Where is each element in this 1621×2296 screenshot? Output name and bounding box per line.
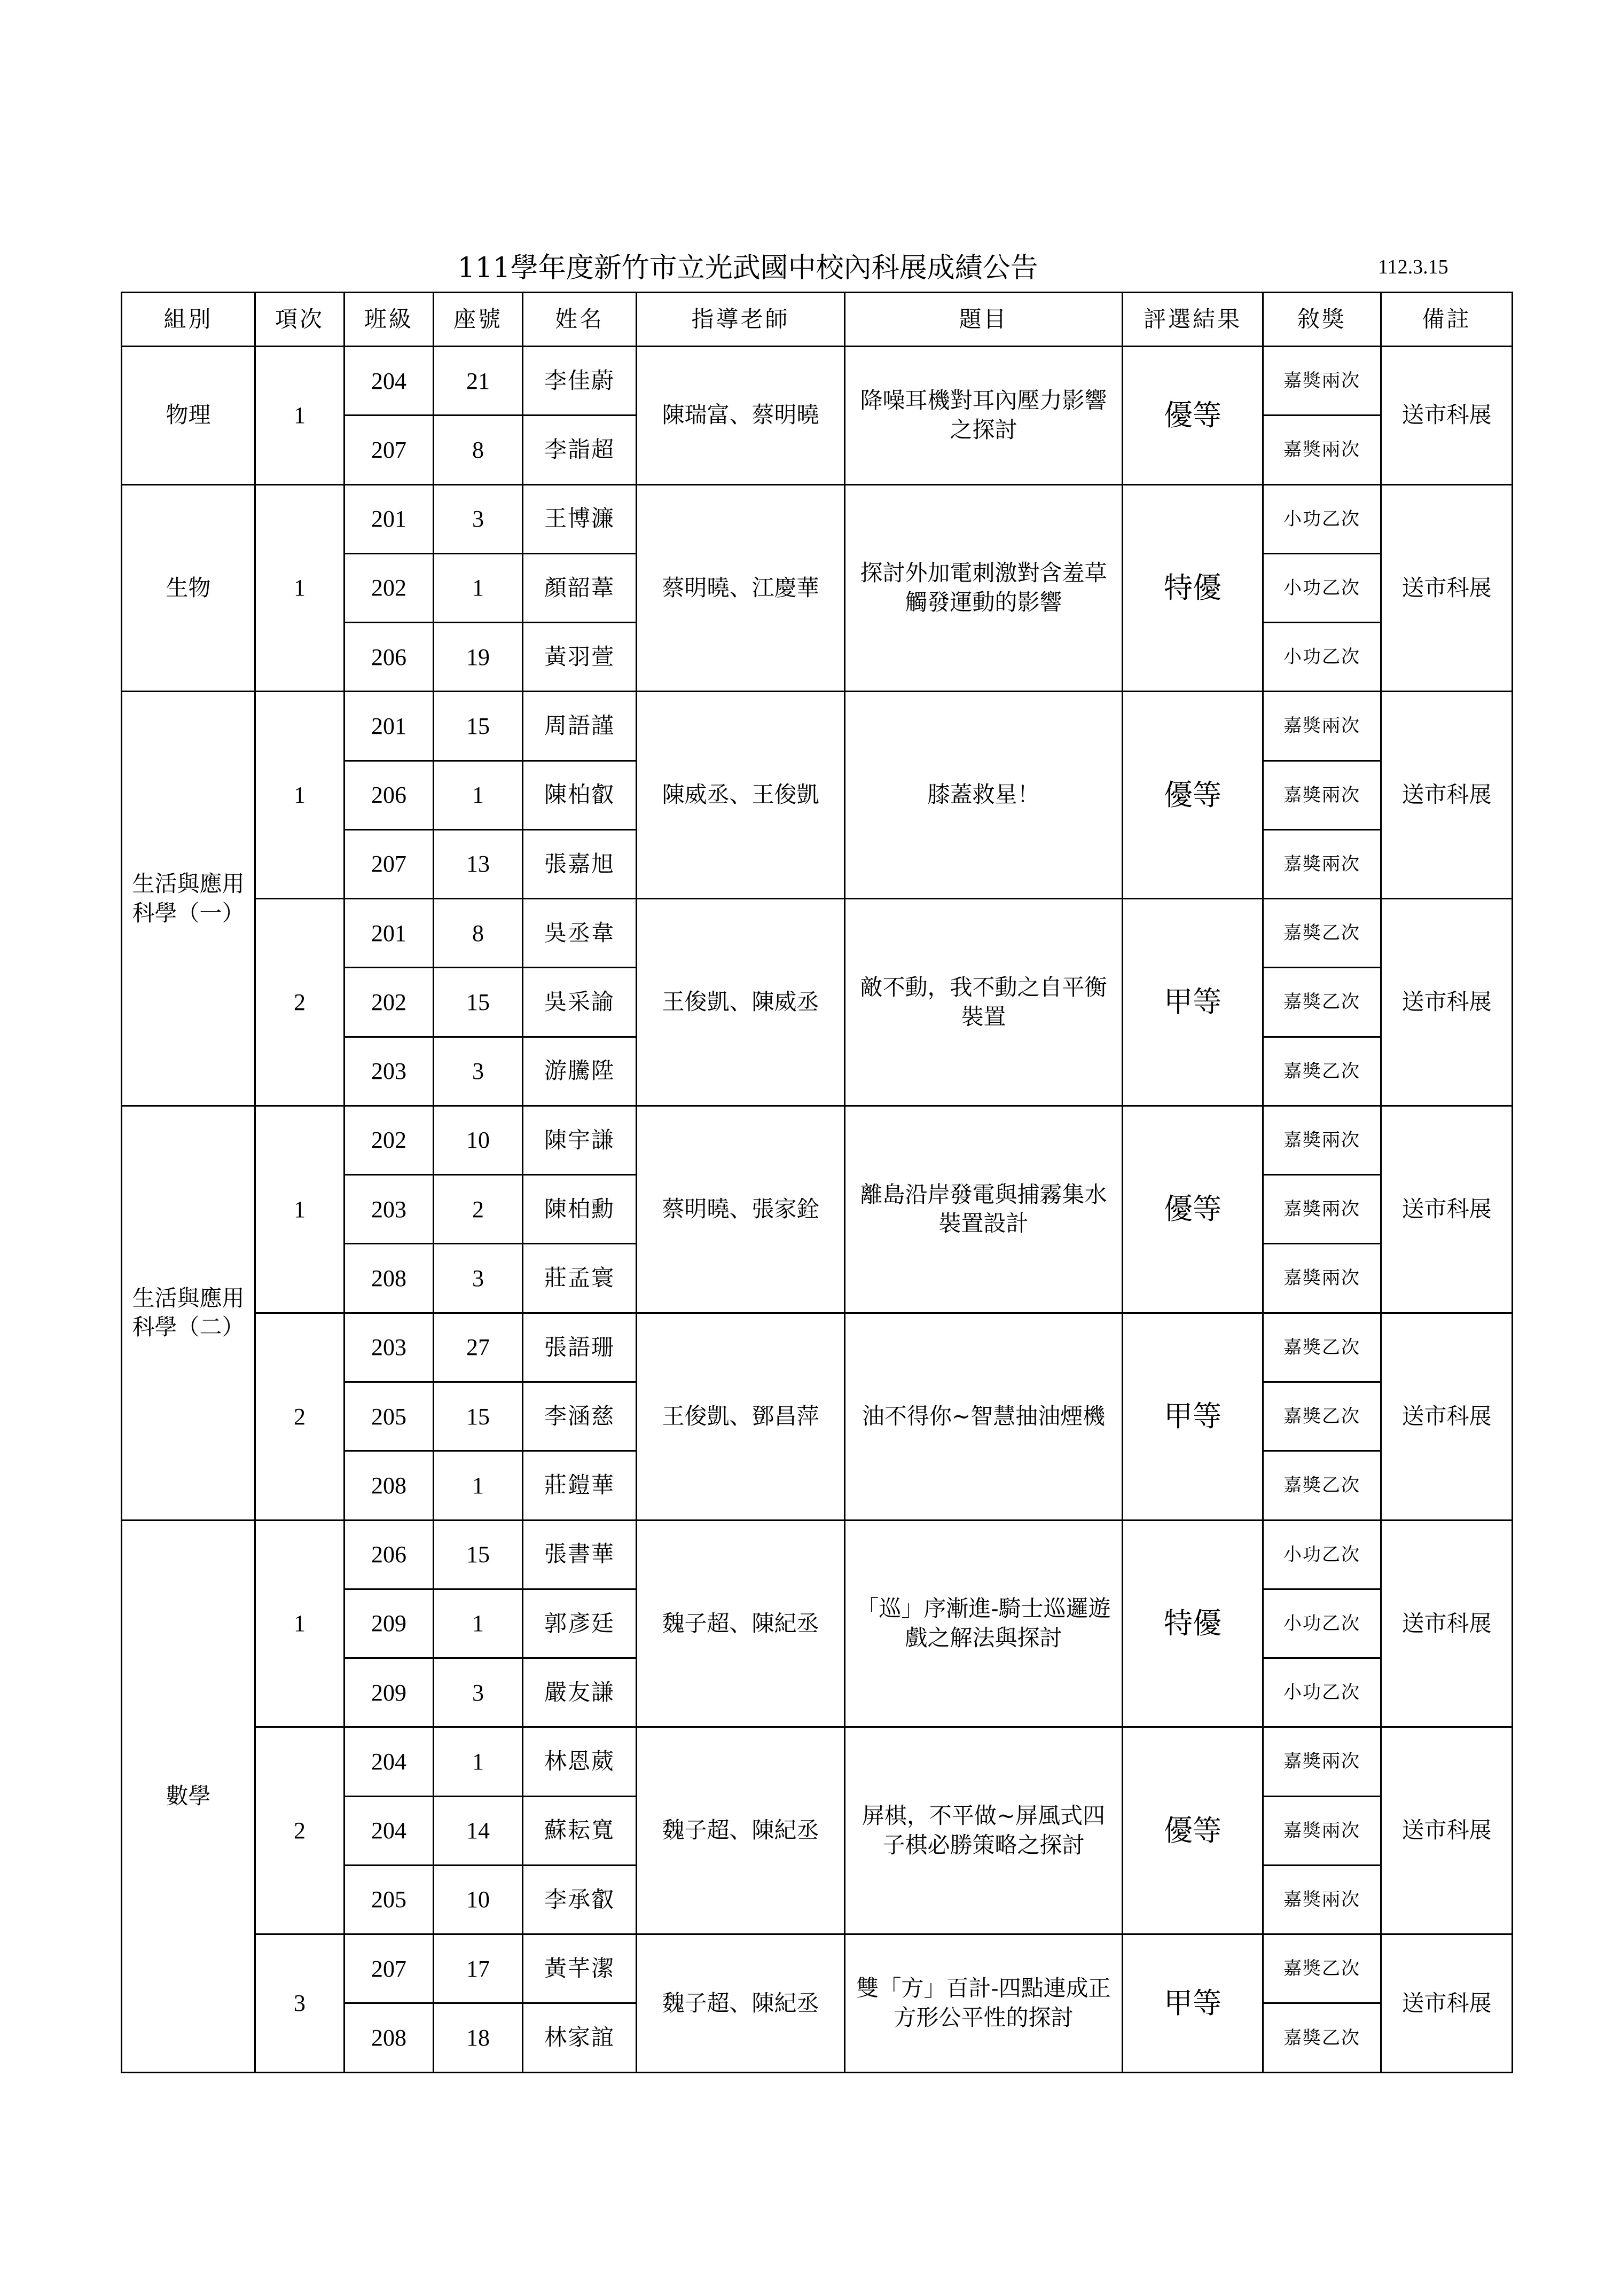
- award-cell: 嘉獎兩次: [1263, 761, 1381, 829]
- student-name-cell: 李詣超: [523, 416, 637, 484]
- column-header: 評選結果: [1123, 293, 1263, 347]
- result-cell: 優等: [1123, 1727, 1263, 1934]
- seat-cell: 3: [434, 1658, 523, 1727]
- item-cell: 2: [255, 899, 344, 1106]
- class-cell: 208: [344, 2003, 434, 2073]
- result-cell: 優等: [1123, 1106, 1263, 1313]
- topic-cell: 降噪耳機對耳內壓力影響之探討: [845, 347, 1123, 485]
- seat-cell: 3: [434, 1244, 523, 1313]
- table-row: [122, 1313, 1513, 1382]
- seat-cell: 8: [434, 416, 523, 484]
- seat-cell: 10: [434, 1106, 523, 1174]
- class-cell: 202: [344, 1106, 434, 1174]
- group-cell: 物理: [122, 347, 255, 485]
- award-cell: 嘉獎兩次: [1263, 1244, 1381, 1313]
- award-cell: 嘉獎兩次: [1263, 416, 1381, 484]
- student-name-cell: 林家誼: [523, 2003, 637, 2073]
- column-header: 姓名: [523, 293, 637, 347]
- column-header: 座號: [434, 293, 523, 347]
- seat-cell: 1: [434, 761, 523, 829]
- class-cell: 203: [344, 1175, 434, 1244]
- class-cell: 205: [344, 1382, 434, 1451]
- student-name-cell: 李佳蔚: [523, 347, 637, 416]
- column-header: 項次: [255, 293, 344, 347]
- teachers-cell: 蔡明曉、張家銓: [637, 1106, 845, 1313]
- award-cell: 小功乙次: [1263, 1658, 1381, 1727]
- results-table: [121, 292, 1513, 2073]
- seat-cell: 3: [434, 1037, 523, 1106]
- teachers-cell: 王俊凱、鄧昌萍: [637, 1313, 845, 1520]
- seat-cell: 17: [434, 1934, 523, 2003]
- seat-cell: 15: [434, 1382, 523, 1451]
- result-cell: 甲等: [1123, 1934, 1263, 2073]
- student-name-cell: 莊鎧華: [523, 1451, 637, 1520]
- seat-cell: 13: [434, 829, 523, 898]
- teachers-cell: 魏子超、陳紀丞: [637, 1727, 845, 1934]
- class-cell: 208: [344, 1451, 434, 1520]
- column-header: 班級: [344, 293, 434, 347]
- award-cell: 嘉獎兩次: [1263, 1175, 1381, 1244]
- student-name-cell: 黃羽萱: [523, 623, 637, 692]
- seat-cell: 3: [434, 484, 523, 553]
- student-name-cell: 吳丞韋: [523, 899, 637, 968]
- teachers-cell: 魏子超、陳紀丞: [637, 1520, 845, 1727]
- item-cell: 1: [255, 347, 344, 485]
- table-row: [122, 1520, 1513, 1589]
- seat-cell: 21: [434, 347, 523, 416]
- class-cell: 205: [344, 1865, 434, 1934]
- class-cell: 207: [344, 829, 434, 898]
- group-cell: 生活與應用科學（二）: [122, 1106, 255, 1520]
- student-name-cell: 陳柏叡: [523, 761, 637, 829]
- result-cell: 甲等: [1123, 1313, 1263, 1520]
- column-header: 題目: [845, 293, 1123, 347]
- student-name-cell: 陳宇謙: [523, 1106, 637, 1174]
- table-header-row: [122, 293, 1513, 347]
- seat-cell: 1: [434, 1451, 523, 1520]
- student-name-cell: 李涵慈: [523, 1382, 637, 1451]
- award-cell: 嘉獎乙次: [1263, 1313, 1381, 1382]
- student-name-cell: 蘇耘寬: [523, 1796, 637, 1865]
- result-cell: 特優: [1123, 1520, 1263, 1727]
- note-cell: 送市科展: [1381, 1106, 1513, 1313]
- column-header: 組別: [122, 293, 255, 347]
- table-row: [122, 692, 1513, 761]
- seat-cell: 1: [434, 1727, 523, 1796]
- class-cell: 204: [344, 1796, 434, 1865]
- seat-cell: 18: [434, 2003, 523, 2073]
- class-cell: 207: [344, 416, 434, 484]
- class-cell: 203: [344, 1313, 434, 1382]
- student-name-cell: 陳柏勳: [523, 1175, 637, 1244]
- table-row: [122, 484, 1513, 553]
- topic-cell: 探討外加電刺激對含羞草觸發運動的影響: [845, 484, 1123, 692]
- class-cell: 201: [344, 899, 434, 968]
- item-cell: 2: [255, 1313, 344, 1520]
- student-name-cell: 游騰陞: [523, 1037, 637, 1106]
- result-cell: 甲等: [1123, 899, 1263, 1106]
- class-cell: 204: [344, 347, 434, 416]
- topic-cell: 膝蓋救星！: [845, 692, 1123, 899]
- seat-cell: 8: [434, 899, 523, 968]
- class-cell: 209: [344, 1658, 434, 1727]
- note-cell: 送市科展: [1381, 1520, 1513, 1727]
- column-header: 備註: [1381, 293, 1513, 347]
- result-cell: 特優: [1123, 484, 1263, 692]
- topic-cell: 雙「方」百計-四點連成正方形公平性的探討: [845, 1934, 1123, 2073]
- award-cell: 嘉獎兩次: [1263, 1796, 1381, 1865]
- seat-cell: 27: [434, 1313, 523, 1382]
- class-cell: 206: [344, 623, 434, 692]
- award-cell: 嘉獎兩次: [1263, 1727, 1381, 1796]
- student-name-cell: 莊孟寰: [523, 1244, 637, 1313]
- seat-cell: 1: [434, 553, 523, 622]
- topic-cell: 「巡」序漸進-騎士巡邏遊戲之解法與探討: [845, 1520, 1123, 1727]
- item-cell: 2: [255, 1727, 344, 1934]
- student-name-cell: 張語珊: [523, 1313, 637, 1382]
- class-cell: 208: [344, 1244, 434, 1313]
- note-cell: 送市科展: [1381, 484, 1513, 692]
- class-cell: 206: [344, 761, 434, 829]
- student-name-cell: 林恩葳: [523, 1727, 637, 1796]
- topic-cell: 油不得你~智慧抽油煙機: [845, 1313, 1123, 1520]
- student-name-cell: 張書華: [523, 1520, 637, 1589]
- teachers-cell: 王俊凱、陳威丞: [637, 899, 845, 1106]
- award-cell: 嘉獎乙次: [1263, 2003, 1381, 2073]
- item-cell: 1: [255, 1520, 344, 1727]
- class-cell: 204: [344, 1727, 434, 1796]
- class-cell: 203: [344, 1037, 434, 1106]
- student-name-cell: 顏韶葦: [523, 553, 637, 622]
- table-row: [122, 1934, 1513, 2003]
- class-cell: 207: [344, 1934, 434, 2003]
- seat-cell: 19: [434, 623, 523, 692]
- seat-cell: 1: [434, 1589, 523, 1658]
- table-row: [122, 1106, 1513, 1174]
- item-cell: 3: [255, 1934, 344, 2073]
- group-cell: 生活與應用科學（一）: [122, 692, 255, 1106]
- student-name-cell: 黃芊潔: [523, 1934, 637, 2003]
- topic-cell: 屏棋，不平做~屏風式四子棋必勝策略之探討: [845, 1727, 1123, 1934]
- award-cell: 嘉獎兩次: [1263, 1106, 1381, 1174]
- group-cell: 生物: [122, 484, 255, 692]
- class-cell: 202: [344, 553, 434, 622]
- note-cell: 送市科展: [1381, 1313, 1513, 1520]
- seat-cell: 14: [434, 1796, 523, 1865]
- student-name-cell: 王博濂: [523, 484, 637, 553]
- table-row: [122, 1727, 1513, 1796]
- student-name-cell: 吳采諭: [523, 968, 637, 1037]
- seat-cell: 15: [434, 692, 523, 761]
- class-cell: 206: [344, 1520, 434, 1589]
- item-cell: 1: [255, 484, 344, 692]
- item-cell: 1: [255, 692, 344, 899]
- item-cell: 1: [255, 1106, 344, 1313]
- column-header: 敘獎: [1263, 293, 1381, 347]
- table-row: [122, 347, 1513, 416]
- group-cell: 數學: [122, 1520, 255, 2072]
- student-name-cell: 李承叡: [523, 1865, 637, 1934]
- teachers-cell: 陳威丞、王俊凱: [637, 692, 845, 899]
- seat-cell: 15: [434, 1520, 523, 1589]
- column-header: 指導老師: [637, 293, 845, 347]
- page-title: 111學年度新竹市立光武國中校內科展成績公告: [457, 252, 1038, 284]
- student-name-cell: 周語謹: [523, 692, 637, 761]
- award-cell: 嘉獎乙次: [1263, 968, 1381, 1037]
- award-cell: 嘉獎乙次: [1263, 1451, 1381, 1520]
- topic-cell: 離島沿岸發電與捕霧集水裝置設計: [845, 1106, 1123, 1313]
- result-cell: 優等: [1123, 347, 1263, 485]
- seat-cell: 15: [434, 968, 523, 1037]
- note-cell: 送市科展: [1381, 1727, 1513, 1934]
- student-name-cell: 嚴友謙: [523, 1658, 637, 1727]
- award-cell: 嘉獎兩次: [1263, 692, 1381, 761]
- note-cell: 送市科展: [1381, 692, 1513, 899]
- student-name-cell: 張嘉旭: [523, 829, 637, 898]
- table-row: [122, 899, 1513, 968]
- teachers-cell: 蔡明曉、江慶華: [637, 484, 845, 692]
- award-cell: 嘉獎乙次: [1263, 1037, 1381, 1106]
- seat-cell: 2: [434, 1175, 523, 1244]
- award-cell: 嘉獎乙次: [1263, 1934, 1381, 2003]
- result-cell: 優等: [1123, 692, 1263, 899]
- class-cell: 209: [344, 1589, 434, 1658]
- class-cell: 201: [344, 484, 434, 553]
- note-cell: 送市科展: [1381, 1934, 1513, 2073]
- note-cell: 送市科展: [1381, 899, 1513, 1106]
- award-cell: 嘉獎兩次: [1263, 1865, 1381, 1934]
- award-cell: 小功乙次: [1263, 1589, 1381, 1658]
- seat-cell: 10: [434, 1865, 523, 1934]
- class-cell: 202: [344, 968, 434, 1037]
- teachers-cell: 魏子超、陳紀丞: [637, 1934, 845, 2073]
- award-cell: 小功乙次: [1263, 484, 1381, 553]
- class-cell: 201: [344, 692, 434, 761]
- student-name-cell: 郭彥廷: [523, 1589, 637, 1658]
- award-cell: 嘉獎乙次: [1263, 1382, 1381, 1451]
- teachers-cell: 陳瑞富、蔡明曉: [637, 347, 845, 485]
- award-cell: 嘉獎兩次: [1263, 347, 1381, 416]
- note-cell: 送市科展: [1381, 347, 1513, 485]
- award-cell: 小功乙次: [1263, 623, 1381, 692]
- topic-cell: 敵不動，我不動之自平衡裝置: [845, 899, 1123, 1106]
- award-cell: 嘉獎兩次: [1263, 829, 1381, 898]
- award-cell: 小功乙次: [1263, 1520, 1381, 1589]
- award-cell: 小功乙次: [1263, 553, 1381, 622]
- award-cell: 嘉獎乙次: [1263, 899, 1381, 968]
- announcement-date: 112.3.15: [1378, 256, 1448, 278]
- results-body: [122, 347, 1513, 2073]
